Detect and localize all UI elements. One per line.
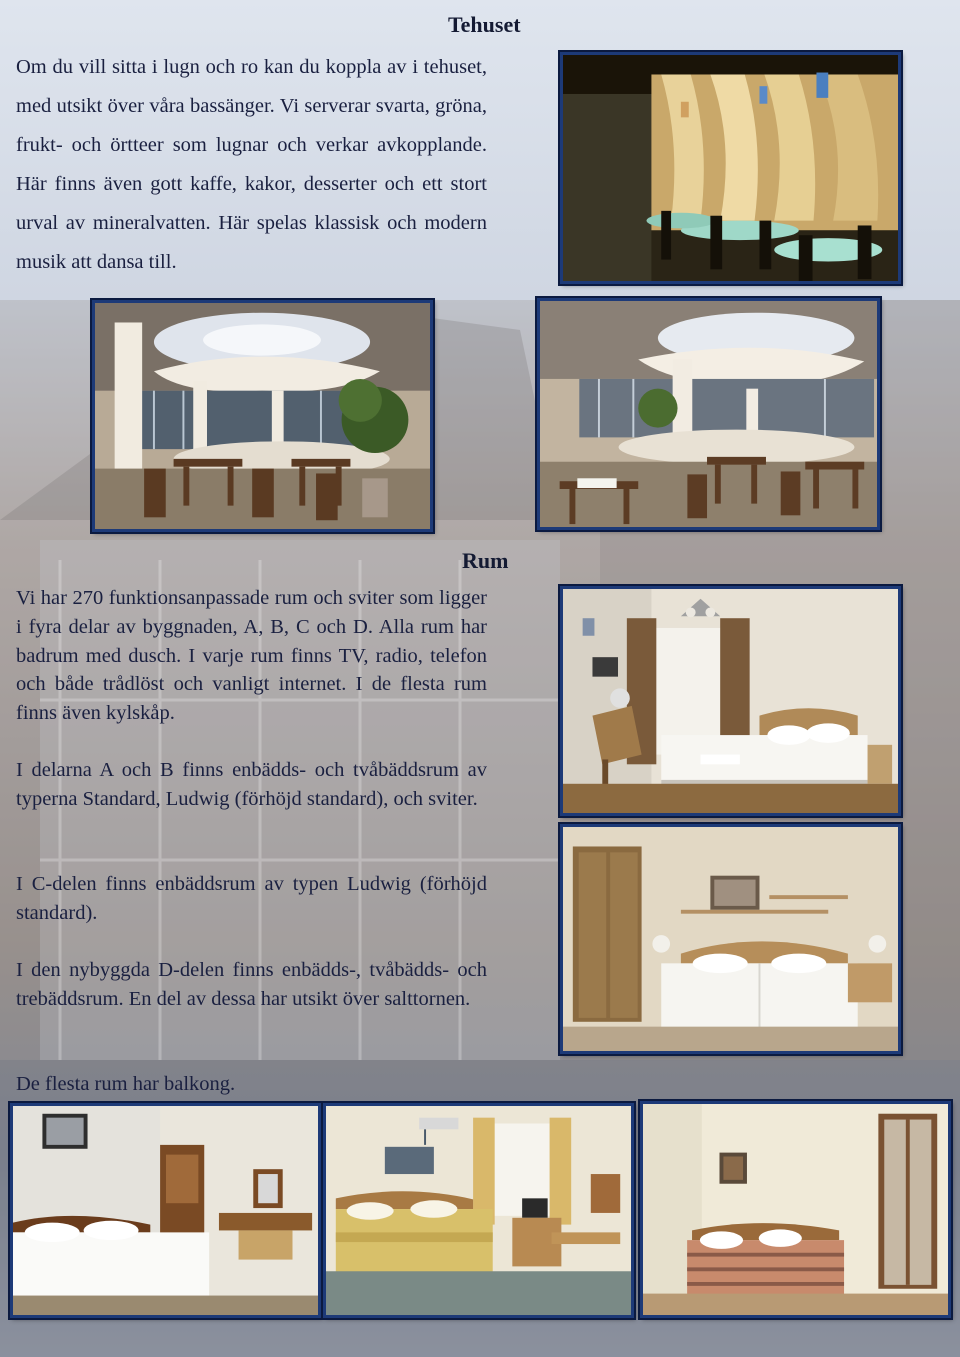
rum-paragraph-5: De flesta rum har balkong. xyxy=(16,1073,236,1095)
rum-paragraph-1: Vi har 270 funktionsanpassade rum och sviter som ligger i fyra delar av byggnaden, A, B, C och D. Alla rum har badrum med dusch. I varje rum finns TV, radio, telefon och både trådlöst och vanligt internet. I de flesta rum finns även kylskåp. xyxy=(16,587,487,725)
rum-paragraph-4: I den nybyggda D-delen finns enbädds-, tvåbädds- och trebäddsrum. En del av dessa har utsikt över salttornen. xyxy=(16,959,487,1010)
tehuset-text: Om du vill sitta i lugn och ro kan du koppla av i tehuset, med utsikt över våra bassänger. Vi serverar svarta, gröna, frukt- och örtteer som lugnar och verkar avkopplande. Här finns även gott kaffe, kakor, desserter och ett stort urval av mineralvatten. Här spelas klassisk och modern musik att dansa till. xyxy=(16,56,487,273)
tearoom-curtains-photo xyxy=(560,52,901,284)
rum-title: Rum xyxy=(462,548,509,573)
room-photo-bottom-middle xyxy=(323,1103,634,1318)
hall-skylight-photo-left xyxy=(92,300,433,532)
twin-room-photo xyxy=(560,824,901,1054)
rum-paragraph-2: I delarna A och B finns enbädds- och tvåbäddsrum av typerna Standard, Ludwig (förhöjd standard), och sviter. xyxy=(16,759,487,810)
room-chandelier-photo xyxy=(560,586,901,816)
room-photo-bottom-right xyxy=(640,1101,951,1318)
tehuset-title: Tehuset xyxy=(448,12,521,37)
rum-paragraph-3: I C-delen finns enbäddsrum av typen Ludwig (förhöjd standard). xyxy=(16,873,487,924)
room-photo-bottom-left xyxy=(10,1103,321,1318)
hall-skylight-photo-right xyxy=(537,298,880,530)
